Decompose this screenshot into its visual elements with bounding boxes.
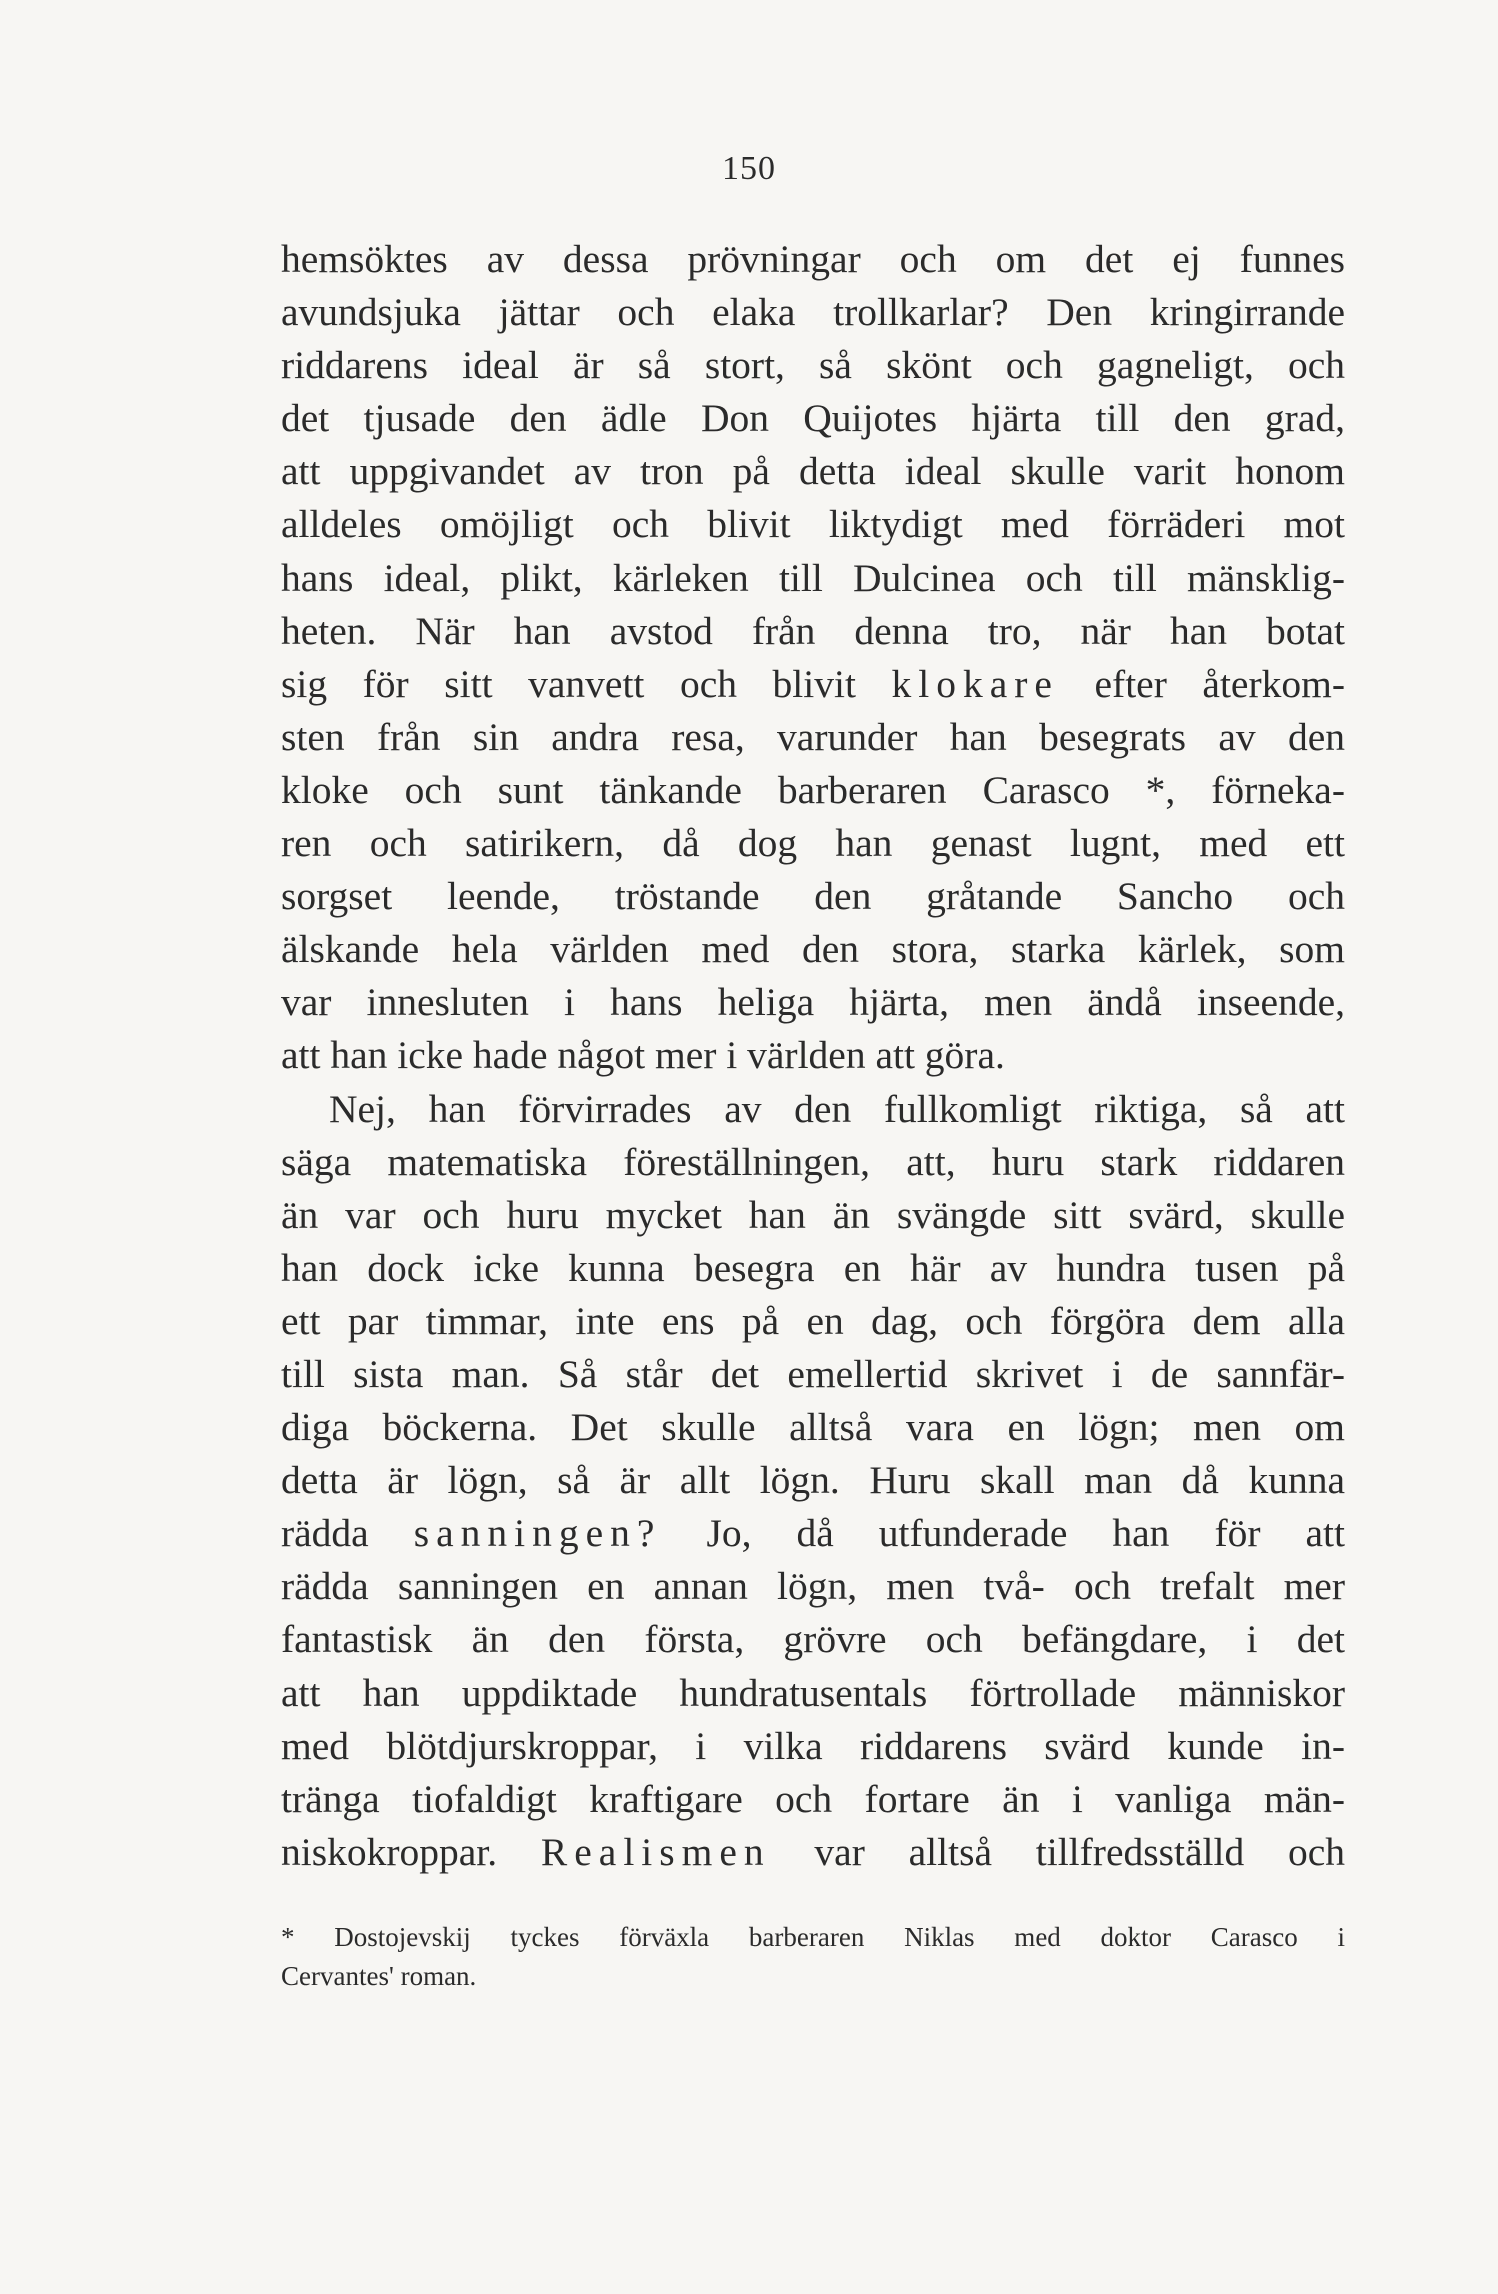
text-line: att han icke hade något mer i världen att göra. [281,1033,1005,1078]
text-line: hans ideal, plikt, kärleken till Dulcinea och till mänsklig- [281,555,1345,600]
footnote-line: Cervantes' roman. [281,1961,477,1991]
page-number: 150 [722,150,776,187]
text-line [281,658,1345,711]
spaced-emphasis: sanningen? [413,1511,662,1556]
text-line: han dock icke kunna besegra en här av hundra tusen på [281,1245,1345,1290]
body-text [281,233,1345,1879]
text-line: kloke och sunt tänkande barberaren Carasco *, förneka- [281,767,1345,812]
text-line: med blötdjurskroppar, i vilka riddarens svärd kunde in- [281,1723,1345,1768]
text-line: sorgset leende, tröstande den gråtande Sancho och [281,874,1345,919]
text-segment: sig för sitt vanvett och blivit [281,661,892,706]
text-line: detta är lögn, så är allt lögn. Huru skall man då kunna [281,1458,1345,1503]
text-line: ren och satirikern, då dog han genast lugnt, med ett [281,821,1345,866]
text-line: alldeles omöjligt och blivit liktydigt med förräderi mot [281,502,1345,547]
text-segment: efter återkom- [1058,661,1345,706]
text-segment: niskokroppar. [281,1829,541,1874]
footnote-line: * Dostojevskij tyckes förväxla barberaren Niklas med doktor Carasco i [281,1922,1345,1952]
text-line [281,1826,1345,1879]
text-line: säga matematiska föreställningen, att, huru stark riddaren [281,1139,1345,1184]
text-segment: var alltså tillfredsställd och [770,1829,1345,1874]
text-line [281,1507,1345,1560]
text-line: älskande hela världen med den stora, starka kärlek, som [281,927,1345,972]
paragraph-first-line: Nej, han förvirrades av den fullkomligt riktiga, så att [329,1086,1345,1131]
spaced-emphasis: klokare [891,661,1059,706]
text-segment: Jo, då utfunderade han för att [661,1511,1345,1556]
text-line: rädda sanningen en annan lögn, men två- och trefalt mer [281,1564,1345,1609]
text-line: att han uppdiktade hundratusentals förtrollade människor [281,1670,1345,1715]
text-line: hemsöktes av dessa prövningar och om det ej funnes [281,237,1345,281]
text-line: heten. När han avstod från denna tro, när han botat [281,608,1345,653]
text-line: ett par timmar, inte ens på en dag, och förgöra dem alla [281,1298,1345,1343]
text-line: sten från sin andra resa, varunder han besegrats av den [281,714,1345,759]
footnote [281,1918,1345,1996]
text-line: att uppgivandet av tron på detta ideal skulle varit honom [281,449,1345,494]
text-line: fantastisk än den första, grövre och befängdare, i det [281,1617,1345,1662]
text-line: till sista man. Så står det emellertid skrivet i de sannfär- [281,1351,1345,1396]
text-line: var innesluten i hans heliga hjärta, men ändå inseende, [281,980,1345,1025]
text-line: än var och huru mycket han än svängde sitt svärd, skulle [281,1192,1345,1237]
text-line: diga böckerna. Det skulle alltså vara en lögn; men om [281,1405,1345,1450]
text-line: avundsjuka jättar och elaka trollkarlar? Den kringirrande [281,290,1345,335]
text-segment: rädda [281,1511,414,1556]
text-line: det tjusade den ädle Don Quijotes hjärta till den grad, [281,396,1345,441]
spaced-emphasis: Realismen [540,1829,771,1874]
text-line: tränga tiofaldigt kraftigare och fortare än i vanliga män- [281,1776,1345,1821]
text-line: riddarens ideal är så stort, så skönt och gagneligt, och [281,343,1345,388]
